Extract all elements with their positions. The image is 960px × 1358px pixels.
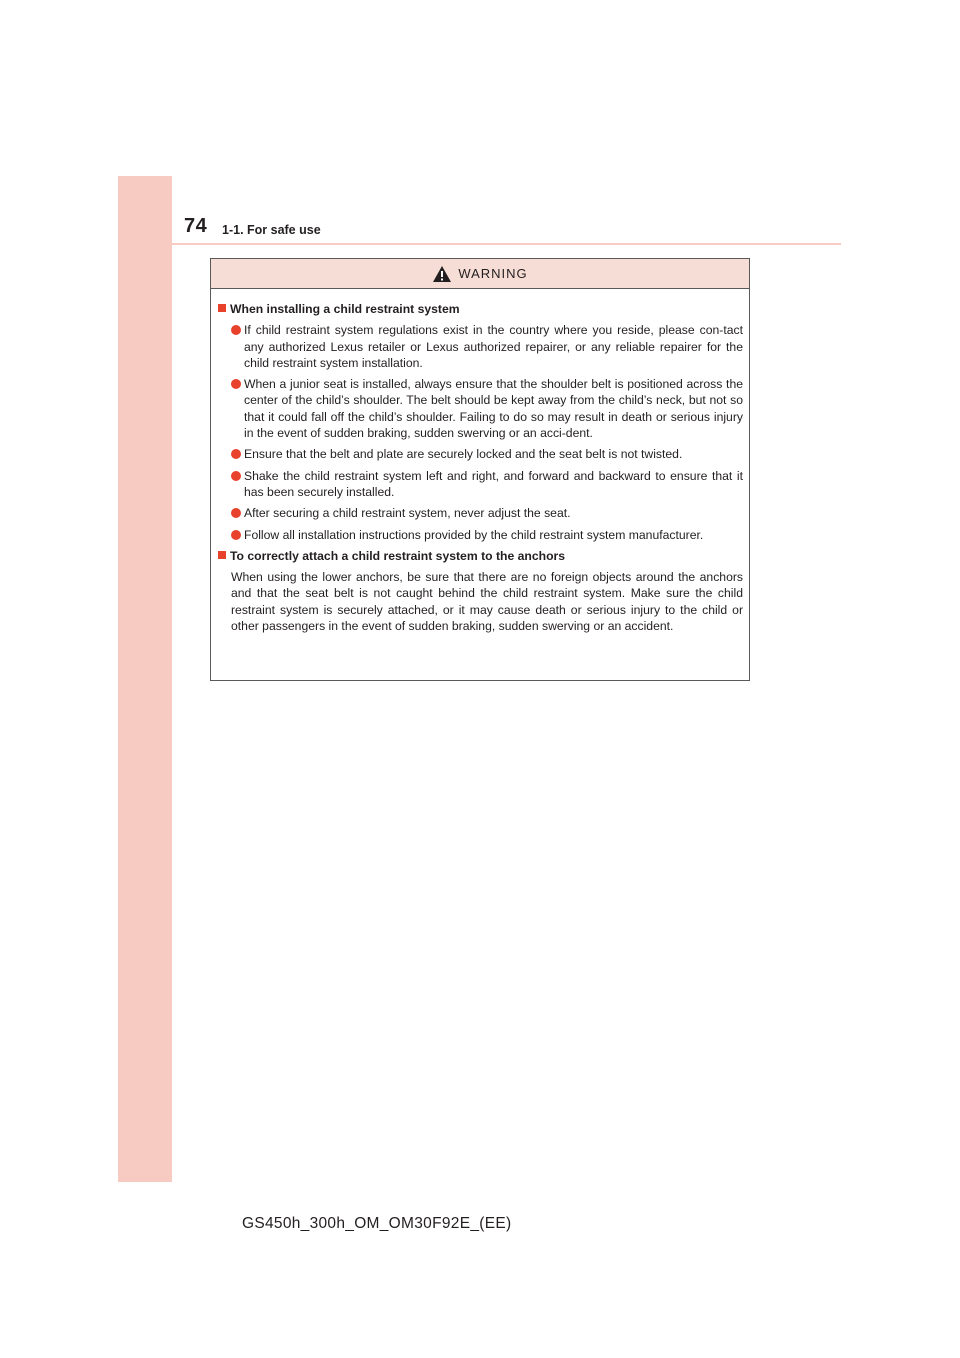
square-bullet-icon: [218, 551, 226, 559]
section-heading-text: When installing a child restraint system: [230, 302, 460, 316]
bullet-text: Ensure that the belt and plate are securely locked and the seat belt is not twisted.: [244, 447, 683, 462]
warning-body: [211, 289, 749, 634]
dot-bullet-icon: [231, 449, 241, 459]
footer-code: GS450h_300h_OM_OM30F92E_(EE): [242, 1215, 512, 1232]
section-heading-text: To correctly attach a child restraint system to the anchors: [230, 548, 566, 563]
warning-header: [211, 259, 749, 289]
bullet-text: Follow all installation instructions provided by the child restraint system manufacturer.: [244, 527, 704, 542]
warning-box: [210, 258, 750, 681]
dot-bullet-icon: [231, 379, 241, 389]
section-paragraph: When using the lower anchors, be sure that there are no foreign objects around the anchors and that the seat belt is not caught behind the child restraint system. Make sure the child restraint system is securely attached, or it may cause death or serious injury to the child or other passengers in the event of sudden braking, sudden swerving or an accident.: [231, 570, 743, 634]
bullet-item: [231, 527, 743, 543]
bullet-item: [231, 505, 743, 521]
bullet-item: [231, 322, 743, 371]
dot-bullet-icon: [231, 471, 241, 481]
bullet-text: After securing a child restraint system, never adjust the seat.: [244, 506, 571, 521]
dot-bullet-icon: [231, 325, 241, 335]
section-heading: [218, 301, 743, 317]
dot-bullet-icon: [231, 530, 241, 540]
warning-title: WARNING: [458, 266, 528, 281]
bullet-text: When a junior seat is installed, always ensure that the shoulder belt is positioned across the center of the child’s shoulder. The belt should be kept away from the child’s neck, but not so that it could fall off the child’s shoulder. Failing to do so may result in death or serious injury in the event of sudden braking, sudden swerving or an acci-dent.: [244, 377, 743, 441]
section-heading: [218, 548, 743, 564]
side-band: [118, 176, 172, 1182]
bullet-item: [231, 468, 743, 501]
section-title: 1-1. For safe use: [222, 223, 321, 237]
header-rule: [118, 243, 841, 245]
dot-bullet-icon: [231, 508, 241, 518]
bullet-item: [231, 446, 743, 462]
warning-triangle-icon: [432, 265, 452, 283]
bullet-text: Shake the child restraint system left and right, and forward and backward to ensure that it has been securely installed.: [244, 468, 743, 499]
page-number: 74: [184, 215, 208, 237]
bullet-item: [231, 376, 743, 441]
square-bullet-icon: [218, 304, 226, 312]
bullet-text: If child restraint system regulations exist in the country where you reside, please con-tact any authorized Lexus retailer or Lexus authorized repairer, or any reliable repairer for the child restraint system installation.: [244, 323, 743, 370]
